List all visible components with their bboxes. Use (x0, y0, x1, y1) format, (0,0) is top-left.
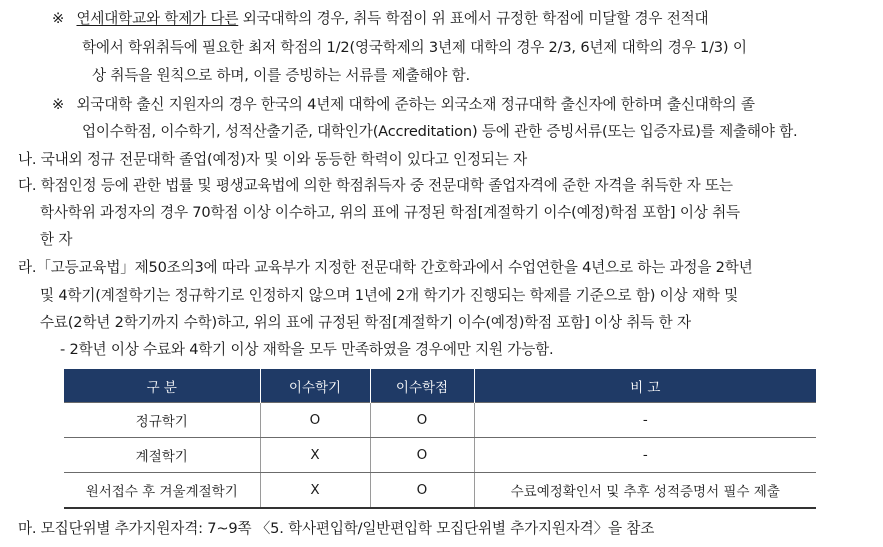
note1-line3: 상 취득을 원칙으로 하며, 이를 증빙하는 서류를 제출해야 함. (92, 67, 470, 84)
table-row (64, 438, 816, 473)
item-na: 나. 국내외 정규 전문대학 졸업(예정)자 및 이와 동등한 학력이 있다고 인정되는 자 (18, 151, 527, 168)
item-da-line1: 다. 학점인정 등에 관한 법률 및 평생교육법에 의한 학점취득자 중 전문대학 졸업자격에 준한 자격을 취득한 자 또는 (18, 177, 733, 194)
row-credits: O (370, 403, 474, 438)
note2-text: 외국대학 출신 지원자의 경우 한국의 4년제 대학에 준하는 외국소재 정규대학 출신자에 한하며 출신대학의 졸 (76, 96, 755, 113)
note1-line2: 학에서 학위취득에 필요한 최저 학점의 1/2(영국학제의 3년제 대학의 경우 2/3, 6년제 대학의 경우 1/3) 이 (82, 39, 747, 56)
item-da-line3: 한 자 (40, 231, 73, 248)
row-remarks: - (474, 438, 816, 473)
item-ra-line2: 및 4학기(계절학기는 정규학기로 인정하지 않으며 1년에 2개 학기가 진행되는 학제를 기준으로 함) 이상 재학 및 (40, 287, 738, 304)
table-row (64, 473, 816, 509)
item-ra-line3: 수료(2학년 2학기까지 수학)하고, 위의 표에 규정된 학점[계절학기 이수(예정)학점 포함] 이상 취득 한 자 (40, 314, 691, 331)
table-header-row (64, 369, 816, 403)
row-category: 원서접수 후 겨울계절학기 (64, 473, 260, 509)
note1-text: 외국대학의 경우, 취득 학점이 위 표에서 규정한 학점에 미달할 경우 전적대 (238, 10, 709, 27)
reference-mark: ※ (52, 96, 65, 113)
row-semesters: O (260, 403, 370, 438)
item-ra-line4: - 2학년 이상 수료와 4학기 이상 재학을 모두 만족하였을 경우에만 지원 가능함. (60, 341, 554, 358)
reference-mark: ※ (52, 10, 65, 27)
credit-requirements-table (64, 369, 816, 509)
item-da-line2: 학사학위 과정자의 경우 70학점 이상 이수하고, 위의 표에 규정된 학점[계절학기 이수(예정)학점 포함] 이상 취득 (40, 204, 740, 221)
row-category: 정규학기 (64, 403, 260, 438)
note2-line2: 업이수학점, 이수학기, 성적산출기준, 대학인가(Accreditation) 등에 관한 증빙서류(또는 입증자료)를 제출해야 함. (82, 123, 798, 140)
note1-line1 (52, 9, 708, 29)
item-ma: 마. 모집단위별 추가지원자격: 7~9쪽 〈5. 학사편입학/일반편입학 모집단위별 추가지원자격〉을 참조 (18, 520, 655, 537)
header-remarks: 비 고 (474, 369, 816, 403)
row-category: 계절학기 (64, 438, 260, 473)
header-credits: 이수학점 (370, 369, 474, 403)
row-credits: O (370, 438, 474, 473)
header-category: 구 분 (64, 369, 260, 403)
header-semesters: 이수학기 (260, 369, 370, 403)
row-semesters: X (260, 438, 370, 473)
row-remarks: - (474, 403, 816, 438)
table-row (64, 403, 816, 438)
underlined-phrase: 연세대학교와 학제가 다른 (76, 10, 239, 27)
row-remarks: 수료예정확인서 및 추후 성적증명서 필수 제출 (474, 473, 816, 509)
row-semesters: X (260, 473, 370, 509)
note2-line1 (52, 95, 755, 115)
item-ra-line1: 라.「고등교육법」제50조의3에 따라 교육부가 지정한 전문대학 간호학과에서 수업연한을 4년으로 하는 과정을 2학년 (18, 259, 753, 276)
row-credits: O (370, 473, 474, 509)
